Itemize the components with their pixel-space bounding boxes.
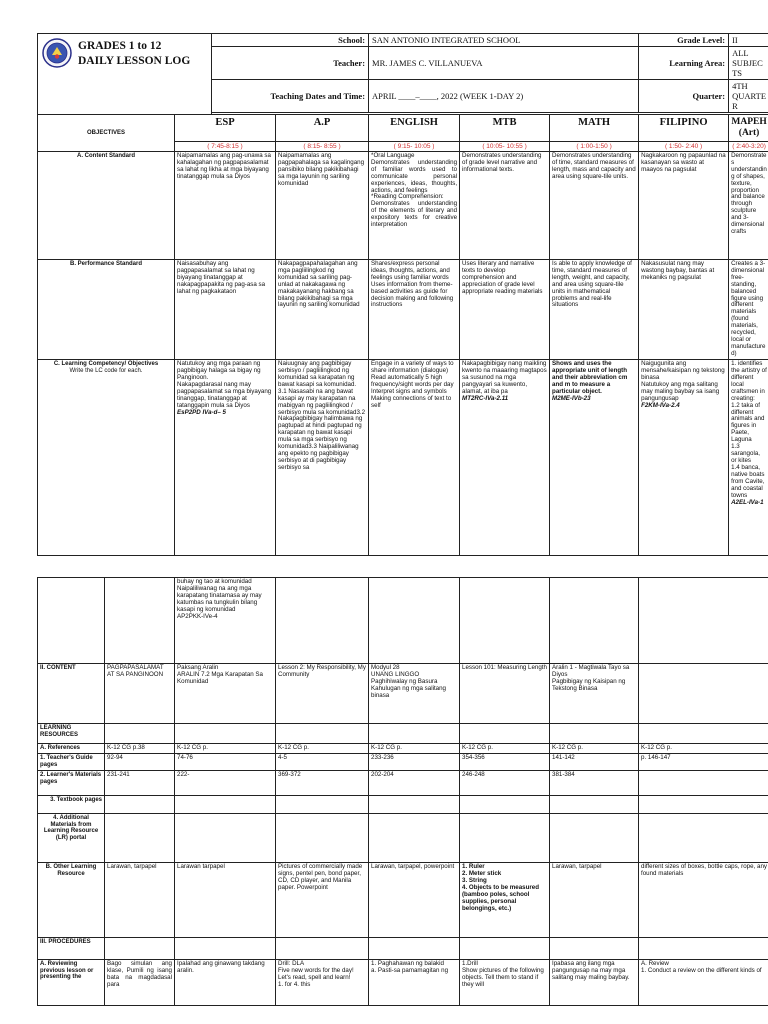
cell-filipino: 381-384 <box>550 770 639 795</box>
subject-ap: A.P <box>276 115 369 142</box>
cell-math: 1. Ruler 2. Meter stick 3. String 4. Objects to be measured (bamboo poles, school supplies, personal belongings, etc.) <box>460 862 550 937</box>
subject-math: MATH <box>550 115 639 142</box>
cell-mtb <box>369 578 460 664</box>
cell-ap: 222- <box>175 770 276 795</box>
grade-label: Grade Level: <box>639 34 729 47</box>
cell-english <box>276 578 369 664</box>
lc-code: EsP2PD IVa-d– 5 <box>177 408 226 416</box>
cell-esp: Naisasabuhay ang pagpapasalamat sa lahat ng biyayang tinatanggap at nakapagpapakita ng pag-asa sa lahat ng pagkakataon <box>175 259 276 359</box>
cell-english: 369-372 <box>276 770 369 795</box>
time-mtb: ( 10:05- 10:55 ) <box>460 141 550 151</box>
row-teachers-guide <box>38 753 768 770</box>
row-label: 2. Learner's Materials pages <box>38 770 105 795</box>
lesson-log-table-page2 <box>37 577 768 1006</box>
cell-mtb <box>460 359 550 555</box>
row-content-standard <box>38 151 768 259</box>
cell-ap: Larawan tarpapel <box>175 862 276 937</box>
cell-mapeh: p. 146-147 <box>639 753 768 770</box>
area-value: ALL SUBJECTS <box>729 47 768 80</box>
time-mapeh: ( 2:40-3:20) <box>729 141 768 151</box>
time-ap: ( 8:15- 8:55 ) <box>276 141 369 151</box>
cell-ap: Paksang Aralin ARALIN 7.2 Mga Karapatan Sa Komunidad <box>175 664 276 724</box>
cell-mapeh: Demonstrates understanding of shapes, texture, proportion and balance through sculpture and 3-dimensional crafts <box>729 151 768 259</box>
time-english: ( 9:15- 10:05 ) <box>369 141 460 151</box>
cell-english: Drill: DLA Five new words for the day! Let's read, spell and learn! 1. for 4. this <box>276 959 369 1005</box>
row-label <box>38 578 105 664</box>
row-reviewing <box>38 959 768 1005</box>
cell-math <box>550 359 639 555</box>
time-math: ( 1:00-1:50 ) <box>550 141 639 151</box>
area-label: Learning Area: <box>639 47 729 80</box>
school-label: School: <box>212 34 369 47</box>
cell-filipino: Nakasusulat nang may wastong baybay, bantas at mekaniks ng pagsulat <box>639 259 729 359</box>
competency-text: Natutukoy ang mga paraan ng pagbibigay halaga sa bigay ng Panginoon. Nakapagdarasal nang may pagpapasalamat sa mga biyayang tinanggap, tinatanggap at tatanggapin mula sa Diyos <box>177 359 272 409</box>
time-filipino: ( 1:50- 2:40 ) <box>639 141 729 151</box>
row-label <box>38 359 175 555</box>
row-additional-materials <box>38 813 768 862</box>
cell-ap: Nakapagpapahalagahan ang mga pagliilingkod ng komunidad sa sariling pag-unlad at nakakagawa ng makakayanang hakbang sa bilang pakikibahagi sa mga layunin ng sariling komunidad <box>276 259 369 359</box>
cell-math: Lesson 101: Measuring Length <box>460 664 550 724</box>
row-label: 1. Teacher's Guide pages <box>38 753 105 770</box>
quarter-value: 4TH QUARTER <box>729 80 768 113</box>
cell-math: K-12 CG p. <box>460 744 550 754</box>
title-line-1: GRADES 1 to 12 <box>78 40 162 52</box>
cell-mapeh <box>639 664 768 724</box>
cell-filipino: Larawan, tarpapel <box>550 862 639 937</box>
cell-mtb: Larawan, tarpapel, powerpoint <box>369 862 460 937</box>
row-learning-resources <box>38 724 768 744</box>
row-learners-materials <box>38 770 768 795</box>
competency-text: Naigugunita ang mensahe/kaisipan ng tekstong binasa Natutukoy ang mga salitang may maling baybay sa isang pangungusap <box>641 359 725 402</box>
objectives-heading: OBJECTIVES <box>38 115 175 152</box>
cell-english: Lesson 2: My Responsibility, My Community <box>276 664 369 724</box>
cell-esp <box>175 359 276 555</box>
cell-mapeh: A. Review 1. Conduct a review on the different kinds of <box>639 959 768 1005</box>
row-label: A. Reviewing previous lesson or presenting the <box>38 959 105 1005</box>
row-label: III. PROCEDURES <box>38 937 105 959</box>
deped-seal-icon <box>42 38 72 68</box>
cell-mapeh <box>639 578 768 664</box>
time-esp: ( 7:45-8:15 ) <box>175 141 276 151</box>
cell-esp: Naipamamalas ang pag-unawa sa kahalagahan ng pagpapasalamat sa lahat ng likha at mga biyayang tinatanggap mula sa Diyos <box>175 151 276 259</box>
lc-code-note: Write the LC code for each. <box>69 367 143 374</box>
cell-mapeh: different sizes of boxes, bottle caps, rope, any found materials <box>639 862 768 937</box>
cell-ap: buhay ng tao at komunidad Naipaliliwanag na ang mga karapatang tinatamasa ay may katumbas na tungkulin bilang kasapi ng komunidad AP2PKK-IVe-4 <box>175 578 276 664</box>
school-value: SAN ANTONIO INTEGRATED SCHOOL <box>369 34 639 47</box>
cell-english: Shares/express personal ideas, thoughts, actions, and feelings using familiar words Uses information from theme-based activities as guide for decision making and following instructions <box>369 259 460 359</box>
row-procedures <box>38 937 768 959</box>
grade-value: II <box>729 34 768 47</box>
lc-code: A2EL-IVa-1 <box>731 498 764 506</box>
row-label: LEARNING RESOURCES <box>38 724 105 744</box>
subject-english: ENGLISH <box>369 115 460 142</box>
cell-ap: Naipamamalas ang pagpapahalaga sa kagalingang pansibiko bilang pakikibahagi sa mga layunin ng sariling komunidad <box>276 151 369 259</box>
row-performance-standard <box>38 259 768 359</box>
cell-mapeh <box>729 359 768 555</box>
header-title-block <box>38 34 212 115</box>
row-label: A. References <box>38 744 105 754</box>
row-label: 3. Textbook pages <box>38 795 105 813</box>
competency-text: Shows and uses the appropriate unit of length and their abbreviation cm and m to measure a particular object. <box>552 359 628 395</box>
competency-text: 1. identifies the artistry of different local craftsmen in creating: 1.2 taka of different animals and figures in Paete, Laguna 1.3 sarangola, or kites 1.4 banca, native boats from Cavite, and coastal towns <box>731 359 767 499</box>
cell-mapeh <box>639 770 768 795</box>
cell-filipino: K-12 CG p. <box>550 744 639 754</box>
cell-math: 1.Drill Show pictures of the following objects. Tell them to stand if they will <box>460 959 550 1005</box>
row-label: B. Performance Standard <box>38 259 175 359</box>
subject-esp: ESP <box>175 115 276 142</box>
cell-esp: 92-94 <box>105 753 175 770</box>
row-learning-competency <box>38 359 768 555</box>
cell-filipino <box>550 578 639 664</box>
lc-code: MT2RC-IVa-2.11 <box>462 394 509 402</box>
row-label: II. CONTENT <box>38 664 105 724</box>
cell-esp: 231-241 <box>105 770 175 795</box>
cell-esp: Bago simulan ang klase, Pumili ng isang bata na magdadasal para <box>105 959 175 1005</box>
row-continuation <box>38 578 768 664</box>
cell-esp: Larawan, tarpapel <box>105 862 175 937</box>
competency-label: C. Learning Competency/ Objectives <box>53 360 159 367</box>
cell-mapeh: K-12 CG p. <box>639 744 768 754</box>
cell-english: Pictures of commercially made signs, pentel pen, bond paper, CD, CD player, and Manila paper. Powerpoint <box>276 862 369 937</box>
row-label: B. Other Learning Resource <box>38 862 105 937</box>
lc-code: M2ME-IVb-23 <box>552 394 591 402</box>
subject-mapeh: MAPEH (Art) <box>729 115 768 142</box>
cell-ap: 74-76 <box>175 753 276 770</box>
title-line-2: DAILY LESSON LOG <box>78 55 191 67</box>
cell-mapeh: Creates a 3-dimensional free-standing, balanced figure using different materials (found materials, recycled, local or manufactured) <box>729 259 768 359</box>
quarter-label: Quarter: <box>639 80 729 113</box>
cell-math: 246-248 <box>460 770 550 795</box>
cell-mtb: Uses literary and narrative texts to develop comprehension and appreciation of grade level appropriate reading materials <box>460 259 550 359</box>
subject-filipino: FILIPINO <box>639 115 729 142</box>
dates-label: Teaching Dates and Time: <box>212 80 369 113</box>
row-textbook <box>38 795 768 813</box>
lesson-log-table-page1 <box>37 33 768 556</box>
teacher-value: MR. JAMES C. VILLANUEVA <box>369 47 639 80</box>
lc-code: F2KM-IVa-2.4 <box>641 401 680 409</box>
teacher-label: Teacher: <box>212 47 369 80</box>
row-references <box>38 744 768 754</box>
cell-english: *Oral Language Demonstrates understanding of familiar words used to communicate personal experiences, ideas, thoughts, actions, and feelings *Reading Comprehension: Demonstrates understanding of the elements of literary and expository texts for creative interpretation <box>369 151 460 259</box>
cell-filipino: Nagkakaroon ng papaunlad na kasanayan sa wasto at maayos na pagsulat <box>639 151 729 259</box>
cell-ap: Ipalahad ang ginawang takdang aralin. <box>175 959 276 1005</box>
cell-english: K-12 CG p. <box>276 744 369 754</box>
cell-english: 4-5 <box>276 753 369 770</box>
cell-english: Engage in a variety of ways to share information (dialogue) Read automatically 5 high frequency/sight words per day Interpret signs and symbols Making connections of text to self <box>369 359 460 555</box>
row-content <box>38 664 768 724</box>
cell-filipino: Aralin 1 - Magtiwala Tayo sa Diyos Pagbibigay ng Kaisipan ng Tekstong Binasa <box>550 664 639 724</box>
dates-value: APRIL ____–____, 2022 (WEEK 1-DAY 2) <box>369 80 639 113</box>
cell-mtb: K-12 CG p. <box>369 744 460 754</box>
cell-filipino: 141-142 <box>550 753 639 770</box>
subject-mtb: MTB <box>460 115 550 142</box>
cell-math: Demonstrates understanding of time, standard measures of length, mass and capacity and area using square-tile units. <box>550 151 639 259</box>
cell-mtb: Demonstrates understanding of grade level narrative and informational texts. <box>460 151 550 259</box>
competency-text: Nakapagbibigay nang maikling kwento na maaaring magtapos sa susunod na mga pangyayari sa kuwento, alamat, at iba pa <box>462 359 547 395</box>
cell-filipino <box>639 359 729 555</box>
cell-math <box>460 578 550 664</box>
cell-ap: K-12 CG p. <box>175 744 276 754</box>
cell-mtb: 202-204 <box>369 770 460 795</box>
cell-math: Is able to apply knowledge of time, standard measures of length, weight, and capacity, and area using square-tile units in mathematical problems and real-life situations <box>550 259 639 359</box>
cell-ap: Naiuugnay ang pagbibigay serbisyo / pagliilingkod ng komunidad sa karapatan ng bawat kasapi sa komunidad. 3.1 Nasasabi na ang bawat kasapi ay may karapatan na mabigyan ng pagliilingkod / serbisyo mula sa komunidad3.2 Nakapagbibigay halimbawa ng pagtupad at hindi pagtupad ng karapatan ng bawat kasapi mula sa mga serbisyo ng komunidad3.3 Naipaliliwanag ang epekto ng pagbibigay serbisyo at di pagbibigay serbisyo sa <box>276 359 369 555</box>
cell-esp: PAGPAPASALAMAT AT SA PANGINOON <box>105 664 175 724</box>
cell-math: 354-356 <box>460 753 550 770</box>
row-label: A. Content Standard <box>38 151 175 259</box>
cell-mtb: Modyul 28 UNANG LINGGO Paghihiwalay ng Basura Kahulugan ng mga salitang binasa <box>369 664 460 724</box>
cell-esp <box>105 578 175 664</box>
cell-esp: K-12 CG p.38 <box>105 744 175 754</box>
row-other-resources <box>38 862 768 937</box>
cell-mtb: 1. Paghahawan ng balakid a. Pasti-sa pamamagitan ng <box>369 959 460 1005</box>
cell-filipino: Ipabasa ang ilang mga pangungusap na may mga salitang may maling baybay. <box>550 959 639 1005</box>
row-label: 4. Additional Materials from Learning Resource (LR) portal <box>38 813 105 862</box>
cell-mtb: 233-236 <box>369 753 460 770</box>
